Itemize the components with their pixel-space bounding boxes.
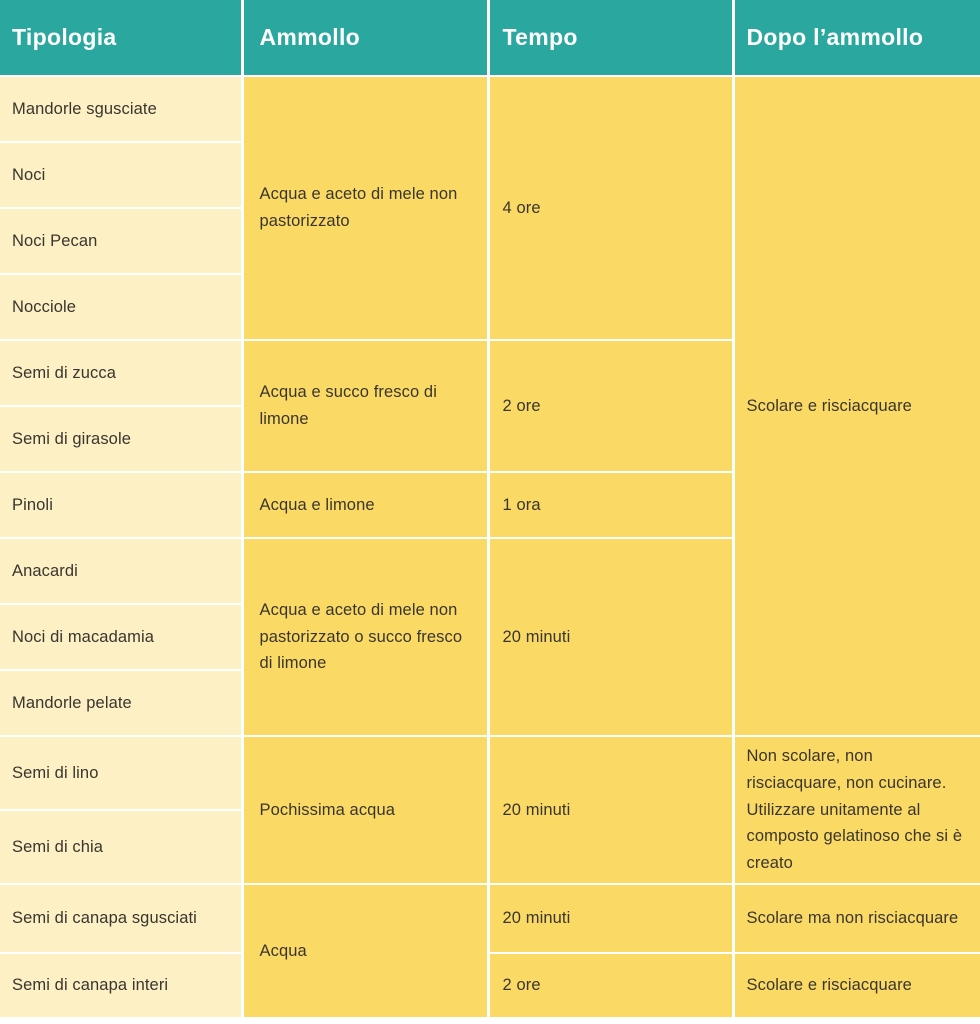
- cell-tipologia: Semi di lino: [0, 736, 242, 810]
- cell-tipologia: Nocciole: [0, 274, 242, 340]
- cell-tipologia: Pinoli: [0, 472, 242, 538]
- cell-dopo-ammollo: Scolare ma non risciacquare: [733, 884, 980, 953]
- cell-ammollo: Acqua e aceto di mele non pastorizzato: [242, 76, 488, 340]
- cell-tipologia: Semi di girasole: [0, 406, 242, 472]
- cell-tempo: 20 minuti: [488, 736, 733, 884]
- cell-tempo: 20 minuti: [488, 884, 733, 953]
- cell-ammollo: Acqua e succo fresco di limone: [242, 340, 488, 472]
- table-body: [0, 76, 980, 1017]
- table-row: [0, 76, 980, 142]
- cell-tempo: 1 ora: [488, 472, 733, 538]
- cell-tipologia: Mandorle pelate: [0, 670, 242, 736]
- cell-ammollo: Pochissima acqua: [242, 736, 488, 884]
- header-row: [0, 0, 980, 76]
- cell-tipologia: Semi di chia: [0, 810, 242, 884]
- cell-tipologia: Semi di canapa interi: [0, 953, 242, 1017]
- cell-tipologia: Noci: [0, 142, 242, 208]
- table-row: [0, 736, 980, 810]
- cell-tempo: 2 ore: [488, 340, 733, 472]
- cell-tipologia: Noci Pecan: [0, 208, 242, 274]
- cell-dopo-ammollo: Scolare e risciacquare: [733, 953, 980, 1017]
- cell-tipologia: Semi di canapa sgusciati: [0, 884, 242, 953]
- cell-tipologia: Noci di macadamia: [0, 604, 242, 670]
- header-ammollo: Ammollo: [242, 0, 488, 76]
- cell-tipologia: Semi di zucca: [0, 340, 242, 406]
- cell-ammollo: Acqua e aceto di mele non pastorizzato o succo fresco di limone: [242, 538, 488, 736]
- cell-tipologia: Anacardi: [0, 538, 242, 604]
- cell-tempo: 20 minuti: [488, 538, 733, 736]
- table-row: [0, 884, 980, 953]
- cell-tempo: 4 ore: [488, 76, 733, 340]
- cell-tempo: 2 ore: [488, 953, 733, 1017]
- header-dopo-ammollo: Dopo l’ammollo: [733, 0, 980, 76]
- cell-dopo-ammollo: Non scolare, non risciacquare, non cucinare. Utilizzare unitamente al composto gelatinoso che si è creato: [733, 736, 980, 884]
- header-tipologia: Tipologia: [0, 0, 242, 76]
- cell-dopo-ammollo: Scolare e risciacquare: [733, 76, 980, 736]
- header-tempo: Tempo: [488, 0, 733, 76]
- table-header: [0, 0, 980, 76]
- cell-ammollo: Acqua e limone: [242, 472, 488, 538]
- cell-ammollo: Acqua: [242, 884, 488, 1017]
- table-row: [0, 953, 980, 1017]
- cell-tipologia: Mandorle sgusciate: [0, 76, 242, 142]
